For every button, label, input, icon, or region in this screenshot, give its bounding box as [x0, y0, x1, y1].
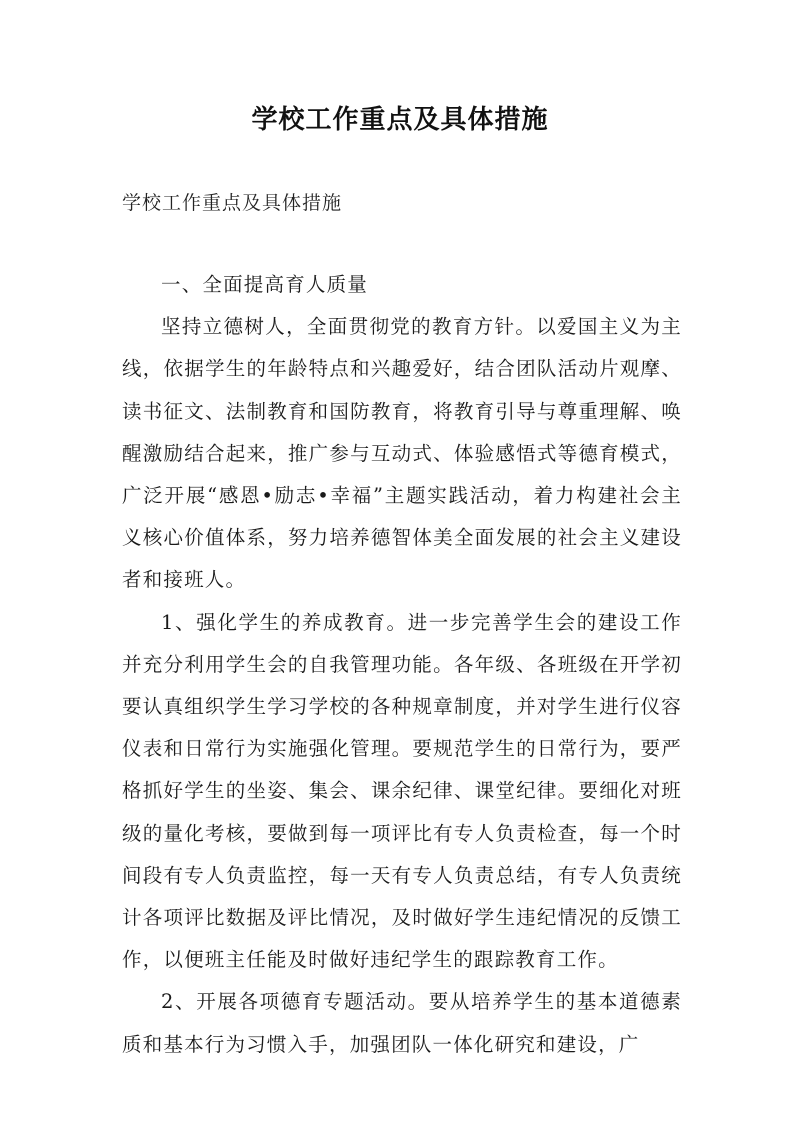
document-body [122, 264, 682, 1066]
document-title: 学校工作重点及具体措施 [251, 105, 549, 135]
document-subtitle: 学校工作重点及具体措施 [122, 192, 343, 214]
section-heading: 一、全面提高育人质量 [161, 273, 369, 296]
paragraph: 2、开展各项德育专题活动。要从培养学生的基本道德素质和基本行为习惯入手，加强团队一体化研究和建设，广 [122, 990, 682, 1056]
paragraph: 坚持立德树人，全面贯彻党的教育方针。以爱国主义为主线，依据学生的年龄特点和兴趣爱好，结合团队活动片观摩、读书征文、法制教育和国防教育，将教育引导与尊重理解、唤醒激励结合起来，推广参与互动式、体验感悟式等德育模式，广泛开展“感恩•励志•幸福”主题实践活动，着力构建社会主义核心价值体系，努力培养德智体美全面发展的社会主义建设者和接班人。 [122, 315, 682, 592]
paragraph: 1、强化学生的养成教育。进一步完善学生会的建设工作并充分利用学生会的自我管理功能。各年级、各班级在开学初要认真组织学生学习学校的各种规章制度，并对学生进行仪容仪表和日常行为实施强化管理。要规范学生的日常行为，要严格抓好学生的坐姿、集会、课余纪律、课堂纪律。要细化对班级的量化考核，要做到每一项评比有专人负责检查，每一个时间段有专人负责监控，每一天有专人负责总结，有专人负责统计各项评比数据及评比情况，及时做好学生违纪情况的反馈工作，以便班主任能及时做好违纪学生的跟踪教育工作。 [122, 610, 682, 972]
